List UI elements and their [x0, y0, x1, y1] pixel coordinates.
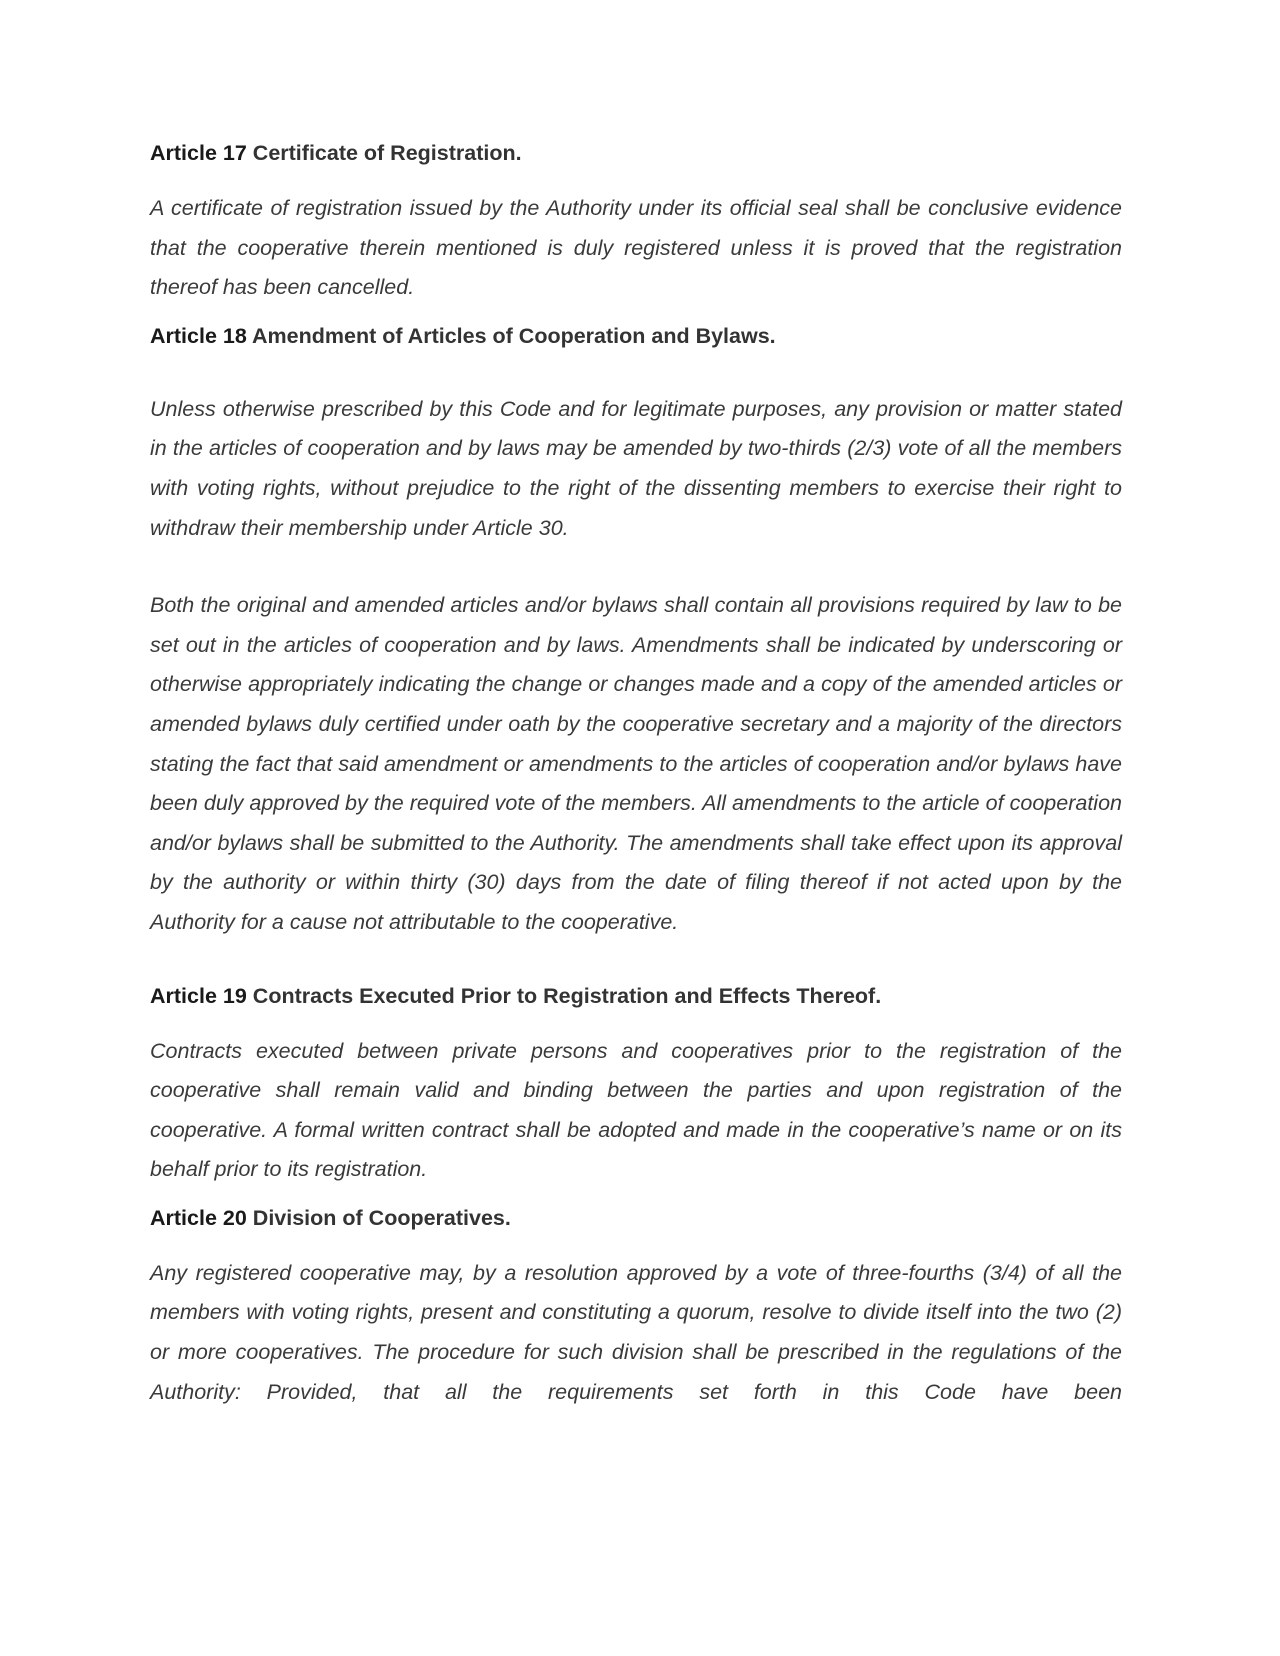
- article-number: Article 18: [150, 323, 247, 348]
- article-title: Certificate of Registration.: [252, 141, 522, 165]
- article-17-heading: [150, 138, 1122, 168]
- document-page: [150, 138, 1122, 1412]
- article-title: Division of Cooperatives.: [252, 1205, 511, 1230]
- article-19-paragraph: Contracts executed between private persons and cooperatives prior to the registration of the cooperative shall remain valid and binding between the parties and upon registration of the cooperative. A formal written contract shall be adopted and made in the cooperative’s name or on its behalf prior to its registration.: [150, 1038, 1122, 1182]
- article-18-paragraph-2: Both the original and amended articles and/or bylaws shall contain all provisions required by law to be set out in the articles of cooperation and by laws. Amendments shall be indicated by underscoring or otherwise appropriately indicating the change or changes made and a copy of the amended articles or amended bylaws duly certified under oath by the cooperative secretary and a majority of the directors stating the fact that said amendment or amendments to the articles of cooperation and/or bylaws have been duly approved by the required vote of the members. All amendments to the article of cooperation and/or bylaws shall be submitted to the Authority. The amendments shall take effect upon its approval by the authority or within thirty (30) days from the date of filing thereof if not acted upon by the Authority for a cause not attributable to the cooperative.: [150, 593, 1122, 934]
- article-number: Article 17: [150, 141, 247, 165]
- article-17-paragraph: A certificate of registration issued by the Authority under its official seal shall be conclusive evidence that the cooperative therein mentioned is duly registered unless it is proved that the registration thereof has been cancelled.: [150, 196, 1122, 300]
- article-title: Amendment of Articles of Cooperation and Bylaws.: [252, 323, 776, 348]
- article-20-heading: [150, 1203, 1122, 1233]
- article-title: Contracts Executed Prior to Registration and Effects Thereof.: [252, 983, 882, 1008]
- article-20-paragraph: Any registered cooperative may, by a resolution approved by a vote of three-fourths (3/4) of all the members with voting rights, present and constituting a quorum, resolve to divide itself into the two (2) or more cooperatives. The procedure for such division shall be prescribed in the regulations of the Authority: Provided, that all the requirements set forth in this Code have been: [150, 1260, 1122, 1404]
- article-18-heading: [150, 321, 1122, 351]
- article-number: Article 20: [150, 1205, 247, 1230]
- article-19-heading: [150, 981, 1122, 1011]
- article-18-paragraph-1: Unless otherwise prescribed by this Code and for legitimate purposes, any provision or matter stated in the articles of cooperation and by laws may be amended by two-thirds (2/3) vote of all the members with voting rights, without prejudice to the right of the dissenting members to exercise their right to withdraw their membership under Article 30.: [150, 396, 1122, 540]
- article-number: Article 19: [150, 983, 247, 1008]
